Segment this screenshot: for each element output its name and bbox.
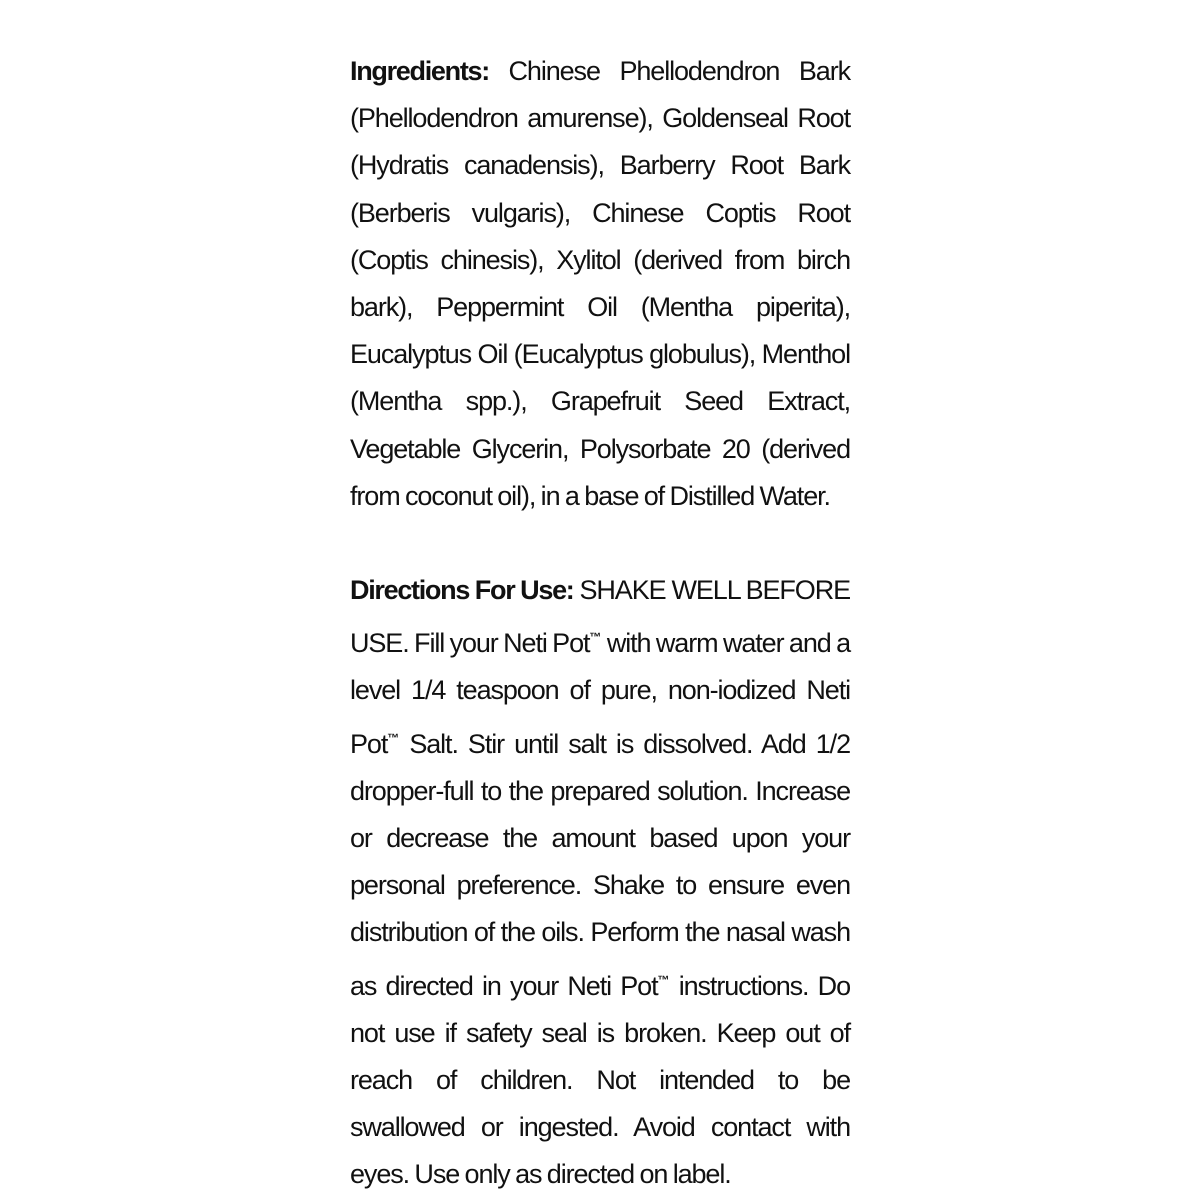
directions-heading: Directions For Use: (350, 575, 574, 606)
directions-intro: SHAKE WELL BEFORE USE. Fill your Neti Pot (350, 575, 851, 659)
ingredients-list: Chinese Phellodendron Bark (Phellodendron amurense), Goldenseal Root (Hydratis canadensis), Barberry Root Bark (Berberis vulgaris), Chinese Coptis Root (Coptis chinesis), Xylitol (derived from birch bark), Peppermint Oil (Mentha piperita), Eucalyptus Oil (Eucalyptus globulus), Menthol (Mentha spp.), Grapefruit Seed Extract, Vegetable Glycerin, Polysorbate 20 (derived from coconut oil), in a base of Distilled Water. (350, 56, 851, 511)
directions-section (350, 567, 850, 1199)
ingredients-section (350, 48, 850, 520)
directions-part-3: Salt. Stir until salt is dissolved. Add 1/2 dropper-full to the prepared solution. Increase or decrease the amount based upon your personal preference. Shake to ensure even distribution of the oils. Perform the nasal wash as directed in your Neti Pot (350, 728, 851, 1001)
trademark-symbol: ™ (657, 972, 670, 987)
trademark-symbol: ™ (589, 630, 602, 645)
ingredients-heading: Ingredients: (350, 56, 489, 86)
directions-part-2: with warm water and a level 1/4 teaspoon of pure, non-iodized Neti Pot (350, 628, 850, 759)
product-label-text (350, 40, 851, 1190)
directions-part-4: instructions. Do not use if safety seal is broken. Keep out of reach of children. Not intended to be swallowed or ingested. Avoid contact with eyes. Use only as directed on label. (350, 970, 850, 1190)
trademark-symbol: ™ (387, 730, 400, 745)
